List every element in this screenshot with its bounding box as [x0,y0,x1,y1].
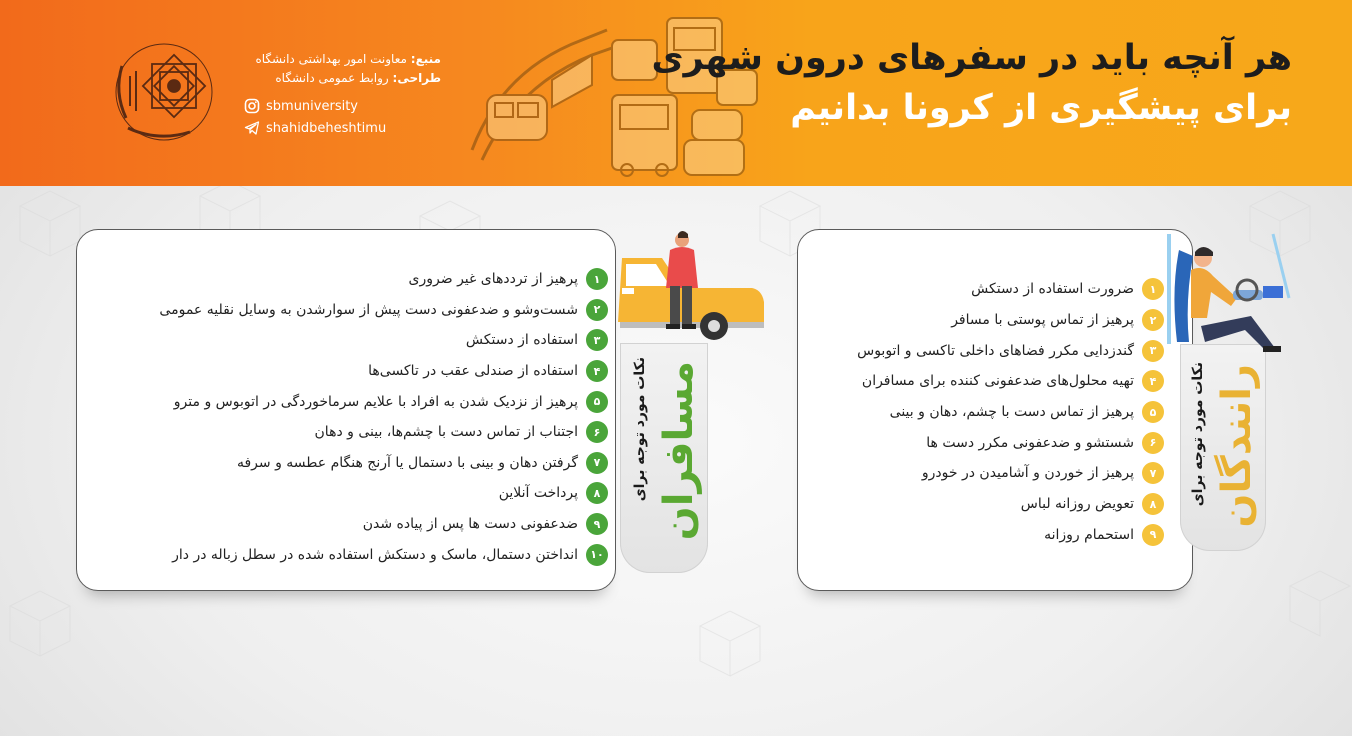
university-logo [108,36,220,148]
list-item [159,356,608,387]
list-item-text: گرفتن دهان و بینی با دستمال یا آرنج هنگام عطسه و سرفه [236,454,578,471]
number-badge: ۱۰ [586,544,608,566]
list-item [159,295,608,326]
number-badge: ۲ [586,299,608,321]
title-line-1: هر آنچه باید در سفرهای درون شهری [651,38,1292,78]
drivers-tab [1180,344,1266,551]
instagram-icon [244,98,260,114]
drivers-tab-title: رانندگان [1214,364,1260,528]
list-item [857,366,1164,397]
telegram-handle[interactable] [244,118,444,138]
title-block [651,34,1292,134]
telegram-icon [244,120,260,136]
number-badge: ۸ [586,482,608,504]
number-badge: ۶ [1142,432,1164,454]
number-badge: ۸ [1142,493,1164,515]
list-item-text: شستشو و ضدعفونی مکرر دست ها [926,434,1134,451]
telegram-text: shahidbeheshtimu [266,120,387,136]
list-item [857,489,1164,520]
credits [236,50,441,88]
instagram-text: sbmuniversity [266,98,358,114]
list-item-text: تعویض روزانه لباس [1020,496,1134,513]
number-badge: ۴ [1142,370,1164,392]
driver-illustration [1163,230,1293,370]
passengers-tab-subtitle: نکات مورد توجه برای [632,357,648,502]
number-badge: ۱ [586,268,608,290]
list-item [857,305,1164,336]
list-item [159,417,608,448]
list-item [159,325,608,356]
drivers-list [857,274,1164,550]
list-item [857,397,1164,428]
list-item-text: استحمام روزانه [1044,526,1134,543]
list-item-text: استفاده از صندلی عقب در تاکسی‌ها [368,363,578,380]
design-line [236,69,441,88]
list-item-text: ضرورت استفاده از دستکش [971,281,1134,298]
title-line-2: برای پیشگیری از کرونا بدانیم [790,88,1292,128]
number-badge: ۲ [1142,309,1164,331]
list-item-text: ضدعفونی دست ها پس از پیاده شدن [362,516,578,533]
number-badge: ۷ [586,452,608,474]
list-item-text: پرهیز از خوردن و آشامیدن در خودرو [921,465,1134,482]
number-badge: ۴ [586,360,608,382]
number-badge: ۳ [586,329,608,351]
number-badge: ۱ [1142,278,1164,300]
list-item-text: پرهیز از نزدیک شدن به افراد با علایم سرماخوردگی در اتوبوس و مترو [173,393,578,410]
list-item-text: انداختن دستمال، ماسک و دستکش استفاده شده در سطل زباله در دار [172,546,578,563]
number-badge: ۹ [1142,524,1164,546]
passengers-tab-title: مسافران [656,361,702,541]
list-item [857,520,1164,551]
design-value: روابط عمومی دانشگاه [275,71,389,85]
number-badge: ۵ [586,391,608,413]
passengers-list [159,264,608,570]
number-badge: ۳ [1142,340,1164,362]
list-item [159,478,608,509]
list-item [857,274,1164,305]
list-item-text: استفاده از دستکش [465,332,578,349]
number-badge: ۹ [586,513,608,535]
number-badge: ۷ [1142,462,1164,484]
source-label: منبع: [410,52,441,66]
list-item [159,386,608,417]
list-item-text: پرداخت آنلاین [498,485,578,502]
source-value: معاونت امور بهداشتی دانشگاه [255,52,407,66]
header-banner [0,0,1352,186]
list-item [159,509,608,540]
list-item-text: اجتناب از تماس دست با چشم‌ها، بینی و دهان [314,424,578,441]
source-line [236,50,441,69]
list-item [857,458,1164,489]
list-item [159,264,608,295]
list-item-text: تهیه محلول‌های ضدعفونی کننده برای مسافران [861,373,1134,390]
number-badge: ۶ [586,421,608,443]
instagram-handle[interactable] [244,96,444,116]
taxi-passenger-illustration [618,228,768,346]
list-item-text: شست‌وشو و ضدعفونی دست پیش از سوارشدن به وسایل نقلیه عمومی [159,301,578,318]
list-item [857,335,1164,366]
list-item-text: پرهیز از تماس دست با چشم، دهان و بینی [889,404,1134,421]
passengers-tab [620,343,708,573]
list-item [159,448,608,479]
list-item-text: پرهیز از ترددهای غیر ضروری [408,271,578,288]
drivers-tab-subtitle: نکات مورد توجه برای [1190,362,1206,507]
list-item-text: پرهیز از تماس پوستی با مسافر [951,312,1134,329]
design-label: طراحی: [392,71,441,85]
list-item [857,427,1164,458]
number-badge: ۵ [1142,401,1164,423]
list-item-text: گندزدایی مکرر فضاهای داخلی تاکسی و اتوبوس [857,342,1134,359]
list-item [159,539,608,570]
